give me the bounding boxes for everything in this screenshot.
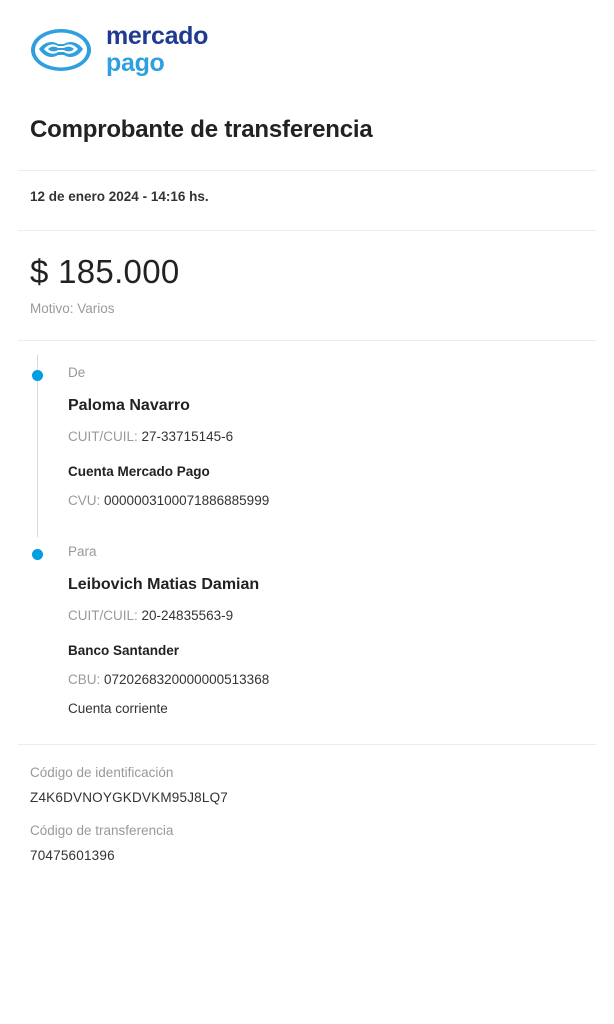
brand-name-line1: mercado (106, 22, 209, 50)
brand-wordmark (106, 24, 208, 76)
transfer-motive: Motivo: Varios (30, 301, 115, 316)
brand-logo (0, 0, 614, 78)
brand-name-line2: pago (106, 49, 165, 77)
bullet-dot-icon (32, 549, 43, 560)
bullet-dot-icon (32, 370, 43, 381)
transfer-code-value: 70475601396 (30, 848, 115, 864)
to-bank: Banco Santander (68, 643, 180, 659)
receipt-datetime: 12 de enero 2024 - 14:16 hs. (30, 189, 209, 204)
party-to (30, 544, 584, 716)
from-account-key-label: CVU: (68, 493, 101, 509)
from-account-key (68, 493, 584, 508)
transfer-amount: $ 185.000 (30, 253, 180, 290)
transfer-code-group (30, 823, 584, 863)
to-account-key-label: CBU: (68, 672, 101, 688)
from-id (68, 429, 584, 444)
from-account-type: Cuenta Mercado Pago (68, 464, 210, 480)
from-account-key-value: 0000003100071886885999 (104, 493, 270, 509)
to-id-label: CUIT/CUIL: (68, 608, 138, 624)
to-name: Leibovich Matias Damian (68, 576, 260, 594)
identification-code-value: Z4K6DVNOYGKDVKM95J8LQ7 (30, 790, 228, 806)
to-account-type: Cuenta corriente (68, 701, 168, 717)
from-label: De (68, 365, 86, 380)
to-account-key (68, 672, 584, 687)
amount-block (0, 231, 614, 316)
to-label: Para (68, 544, 97, 560)
identification-code-group (30, 765, 584, 805)
parties-section (0, 341, 614, 716)
page-title: Comprobante de transferencia (30, 116, 373, 143)
from-id-label: CUIT/CUIL: (68, 429, 138, 445)
identification-code-label: Código de identificación (30, 765, 174, 781)
handshake-icon (30, 26, 92, 74)
to-id (68, 608, 584, 623)
bottom-spacer (0, 863, 614, 983)
to-account-key-value: 0720268320000000513368 (104, 672, 270, 688)
codes-section (0, 745, 614, 863)
from-name: Paloma Navarro (68, 397, 190, 415)
from-id-value: 27-33715145-6 (141, 429, 234, 445)
party-from (30, 365, 584, 508)
to-id-value: 20-24835563-9 (141, 608, 234, 624)
transfer-code-label: Código de transferencia (30, 823, 174, 839)
